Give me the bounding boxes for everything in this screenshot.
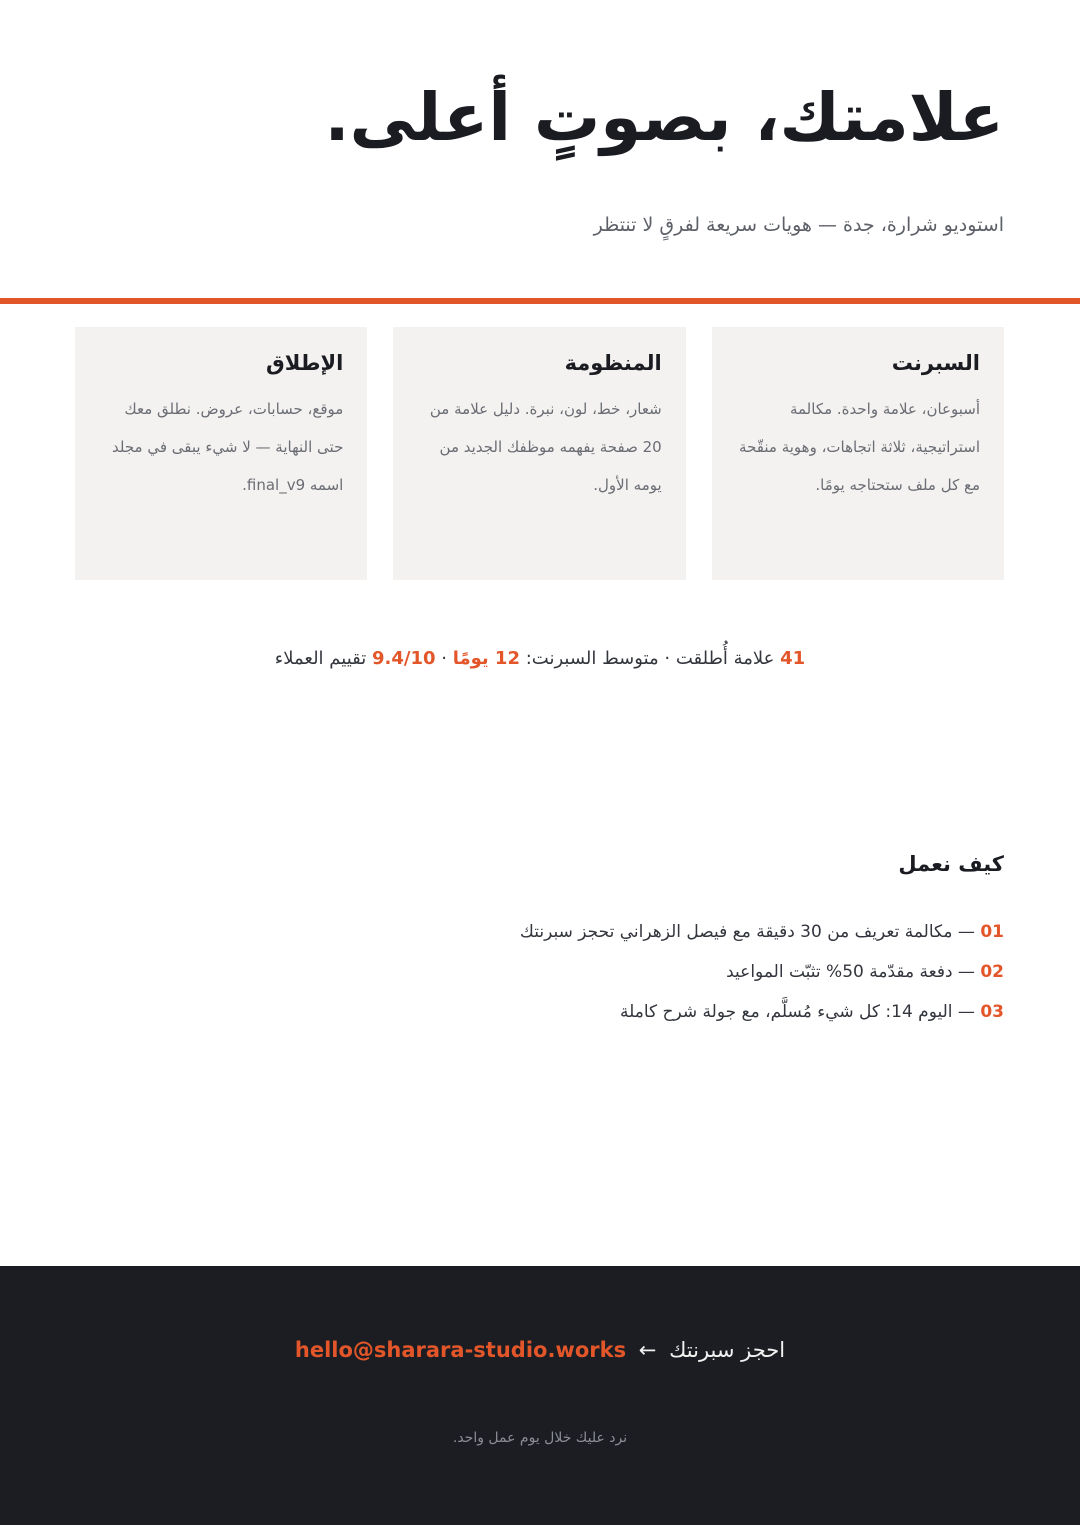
- service-card-launch: [75, 327, 367, 580]
- stat-sprint-label: متوسط السبرنت:: [525, 648, 659, 669]
- card-body: موقع، حسابات، عروض. نطلق معك حتى النهاية — لا شيء يبقى في مجلد اسمه final_v9.: [112, 400, 344, 495]
- email-link[interactable]: hello@sharara-studio.works: [294, 1338, 627, 1362]
- step-number: 01: [980, 922, 1004, 942]
- step-text: — مكالمة تعريف من 30 دقيقة مع فيصل الزهراني تحجز سبرنتك: [519, 922, 975, 942]
- hero-section: [0, 0, 1080, 298]
- cta-line: [0, 1338, 1080, 1362]
- step-item: [76, 912, 1004, 952]
- hero-subtitle: استوديو شرارة، جدة — هويات سريعة لفرقٍ لا تنتظر: [593, 213, 1004, 236]
- stat-separator: ·: [664, 648, 671, 669]
- card-body: أسبوعان، علامة واحدة. مكالمة استراتيجية، ثلاثة اتجاهات، وهوية منقّحة مع كل ملف ستحتاجه يومًا.: [739, 400, 980, 495]
- step-number: 03: [980, 1002, 1004, 1022]
- how-we-work-section: [76, 852, 1004, 1032]
- service-card-sprint: [712, 327, 1004, 580]
- step-number: 02: [980, 962, 1004, 982]
- hero-title: علامتك، بصوتٍ أعلى.: [324, 79, 1004, 156]
- service-card-system: [393, 327, 685, 580]
- stats-line: [0, 648, 1080, 669]
- footer: [0, 1266, 1080, 1525]
- stat-brands-count: 41: [780, 648, 806, 669]
- step-text: — دفعة مقدّمة 50% تثبّت المواعيد: [726, 962, 975, 982]
- steps-list: [76, 912, 1004, 1032]
- accent-divider: [0, 298, 1080, 304]
- section-title: كيف نعمل: [898, 852, 1004, 876]
- services-cards: [75, 327, 1004, 580]
- card-title: المنظومة: [564, 351, 662, 375]
- card-body: شعار، خط، لون، نبرة. دليل علامة من 20 صفحة يفهمه موظفك الجديد من يومه الأول.: [429, 400, 662, 495]
- card-title: السبرنت: [891, 351, 980, 375]
- stat-rating-label: تقييم العملاء: [274, 648, 367, 669]
- cta-label: احجز سبرنتك: [669, 1338, 786, 1362]
- step-item: [76, 952, 1004, 992]
- stat-rating-value: 9.4/10: [371, 648, 436, 669]
- card-title: الإطلاق: [266, 351, 344, 375]
- step-item: [76, 992, 1004, 1032]
- stat-sprint-value: 12 يومًا: [452, 648, 520, 669]
- step-text: — اليوم 14: كل شيء مُسلَّم، مع جولة شرح كاملة: [620, 1002, 975, 1022]
- arrow-left-icon: ←: [638, 1338, 657, 1362]
- stat-brands-label: علامة أُطلقت: [675, 648, 775, 669]
- stat-separator: ·: [441, 648, 447, 669]
- response-note: نرد عليك خلال يوم عمل واحد.: [452, 1430, 628, 1446]
